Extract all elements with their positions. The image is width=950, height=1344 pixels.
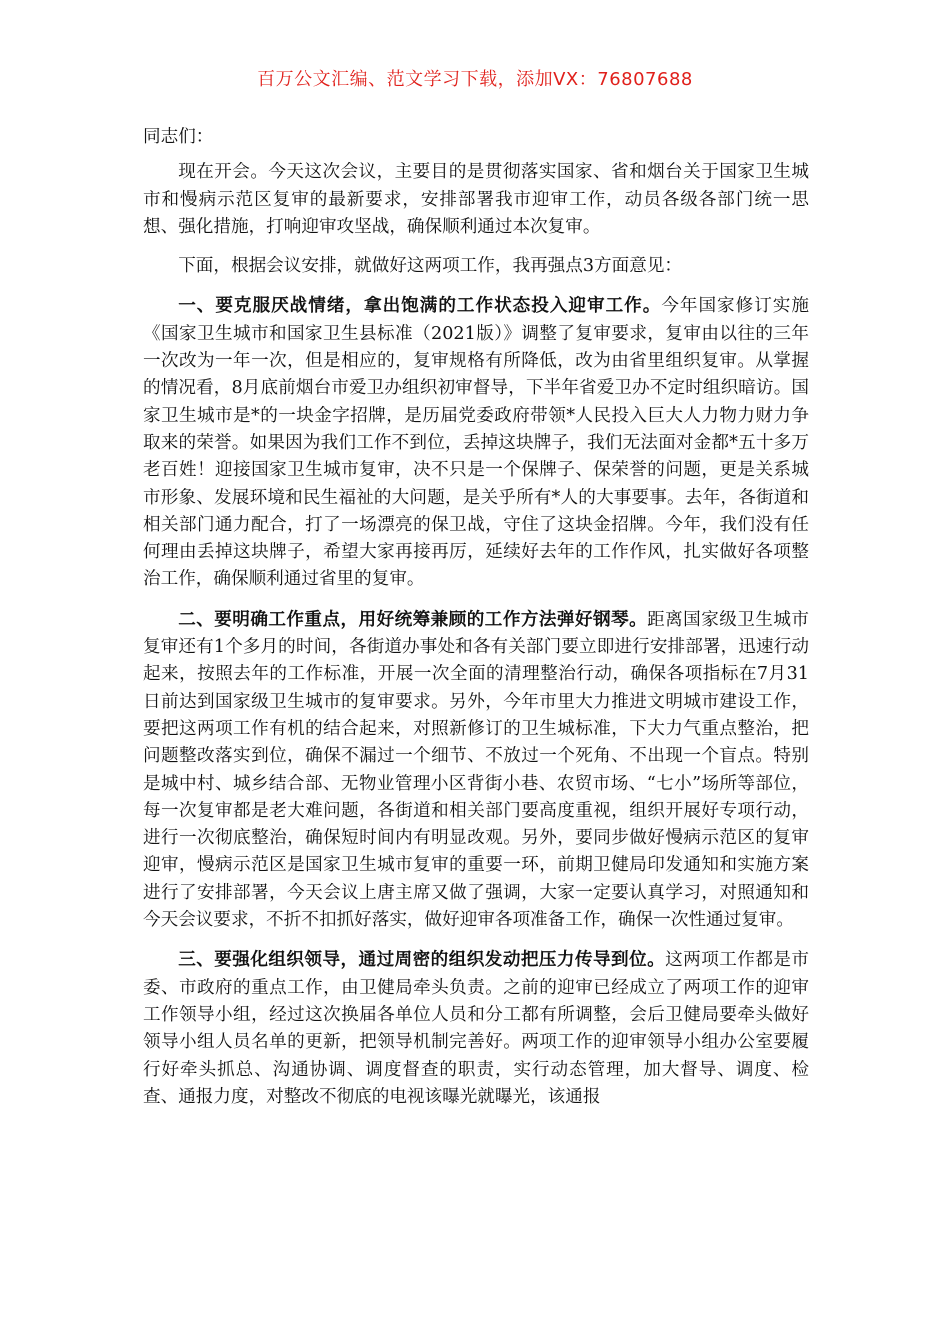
- paragraph-point-3: [143, 946, 809, 1111]
- salutation: 同志们：: [143, 127, 214, 147]
- paragraph-intro: [143, 253, 809, 280]
- watermark-header: 百万公文汇编、范文学习下载，添加VX：76807688: [257, 69, 693, 90]
- paragraph-point-2: [143, 606, 809, 935]
- point-heading: 三、要强化组织领导，通过周密的组织发动把压力传导到位。: [178, 949, 666, 971]
- document-body: [143, 124, 809, 1123]
- paragraph-text: 下面，根据会议安排，就做好这两项工作，我再强点3方面意见：: [178, 256, 683, 277]
- point-heading: 二、要明确工作重点，用好统筹兼顾的工作方法弹好钢琴。: [178, 608, 648, 630]
- paragraph-text: 现在开会。今天这次会议，主要目的是贯彻落实国家、省和烟台关于国家卫生城市和慢病示范区复审的最新要求，安排部署我市迎审工作，动员各级各部门统一思想、强化措施，打响迎审攻坚战，确保顺利通过本次复审。: [143, 162, 809, 237]
- paragraph-point-1: [143, 292, 809, 593]
- point-heading: 一、要克服厌战情绪，拿出饱满的工作状态投入迎审工作。: [178, 295, 662, 317]
- paragraph-text: 距离国家级卫生城市复审还有1个多月的时间，各街道办事处和各有关部门要立即进行安排部署，迅速行动起来，按照去年的工作标准，开展一次全面的清理整治行动，确保各项指标在7月31日前达到国家级卫生城市的复审要求。另外，今年市里大力推进文明城市建设工作，要把这两项工作有机的结合起来，对照新修订的卫生城标准，下大力气重点整治，把问题整改落实到位，确保不漏过一个细节、不放过一个死角、不出现一个盲点。特别是城中村、城乡结合部、无物业管理小区背街小巷、农贸市场、“七小”场所等部位，每一次复审都是老大难问题，各街道和相关部门要高度重视，组织开展好专项行动，进行一次彻底整治，确保短时间内有明显改观。另外，要同步做好慢病示范区的复审迎审，慢病示范区是国家卫生城市复审的重要一环，前期卫健局印发通知和实施方案进行了安排部署，今天会议上唐主席又做了强调，大家一定要认真学习，对照通知和今天会议要求，不折不扣抓好落实，做好迎审各项准备工作，确保一次性通过复审。: [143, 609, 809, 931]
- paragraph-text: 今年国家修订实施《国家卫生城市和国家卫生县标准（2021版）》调整了复审要求，复审由以往的三年一次改为一年一次，但是相应的，复审规格有所降低，改为由省里组织复审。从掌握的情况看，8月底前烟台市爱卫办组织初审督导，下半年省爱卫办不定时组织暗访。国家卫生城市是*的一块金字招牌，是历届党委政府带领*人民投入巨大人力物力财力争取来的荣誉。如果因为我们工作不到位，丢掉这块牌子，我们无法面对金都*五十多万老百姓！迎接国家卫生城市复审，决不只是一个保牌子、保荣誉的问题，更是关系城市形象、发展环境和民生福祉的大问题，是关乎所有*人的大事要事。去年，各街道和相关部门通力配合，打了一场漂亮的保卫战，守住了这块金招牌。今年，我们没有任何理由丢掉这块牌子，希望大家再接再厉，延续好去年的工作作风，扎实做好各项整治工作，确保顺利通过省里的复审。: [143, 296, 809, 590]
- paragraph-opening: [143, 159, 809, 241]
- paragraph-text: 这两项工作都是市委、市政府的重点工作，由卫健局牵头负责。之前的迎审已经成立了两项工作的迎审工作领导小组，经过这次换届各单位人员和分工都有所调整，会后卫健局要牵头做好领导小组人员名单的更新，把领导机制完善好。两项工作的迎审领导小组办公室要履行好牵头抓总、沟通协调、调度督查的职责，实行动态管理，加大督导、调度、检查、通报力度，对整改不彻底的电视该曝光就曝光，该通报: [143, 950, 809, 1107]
